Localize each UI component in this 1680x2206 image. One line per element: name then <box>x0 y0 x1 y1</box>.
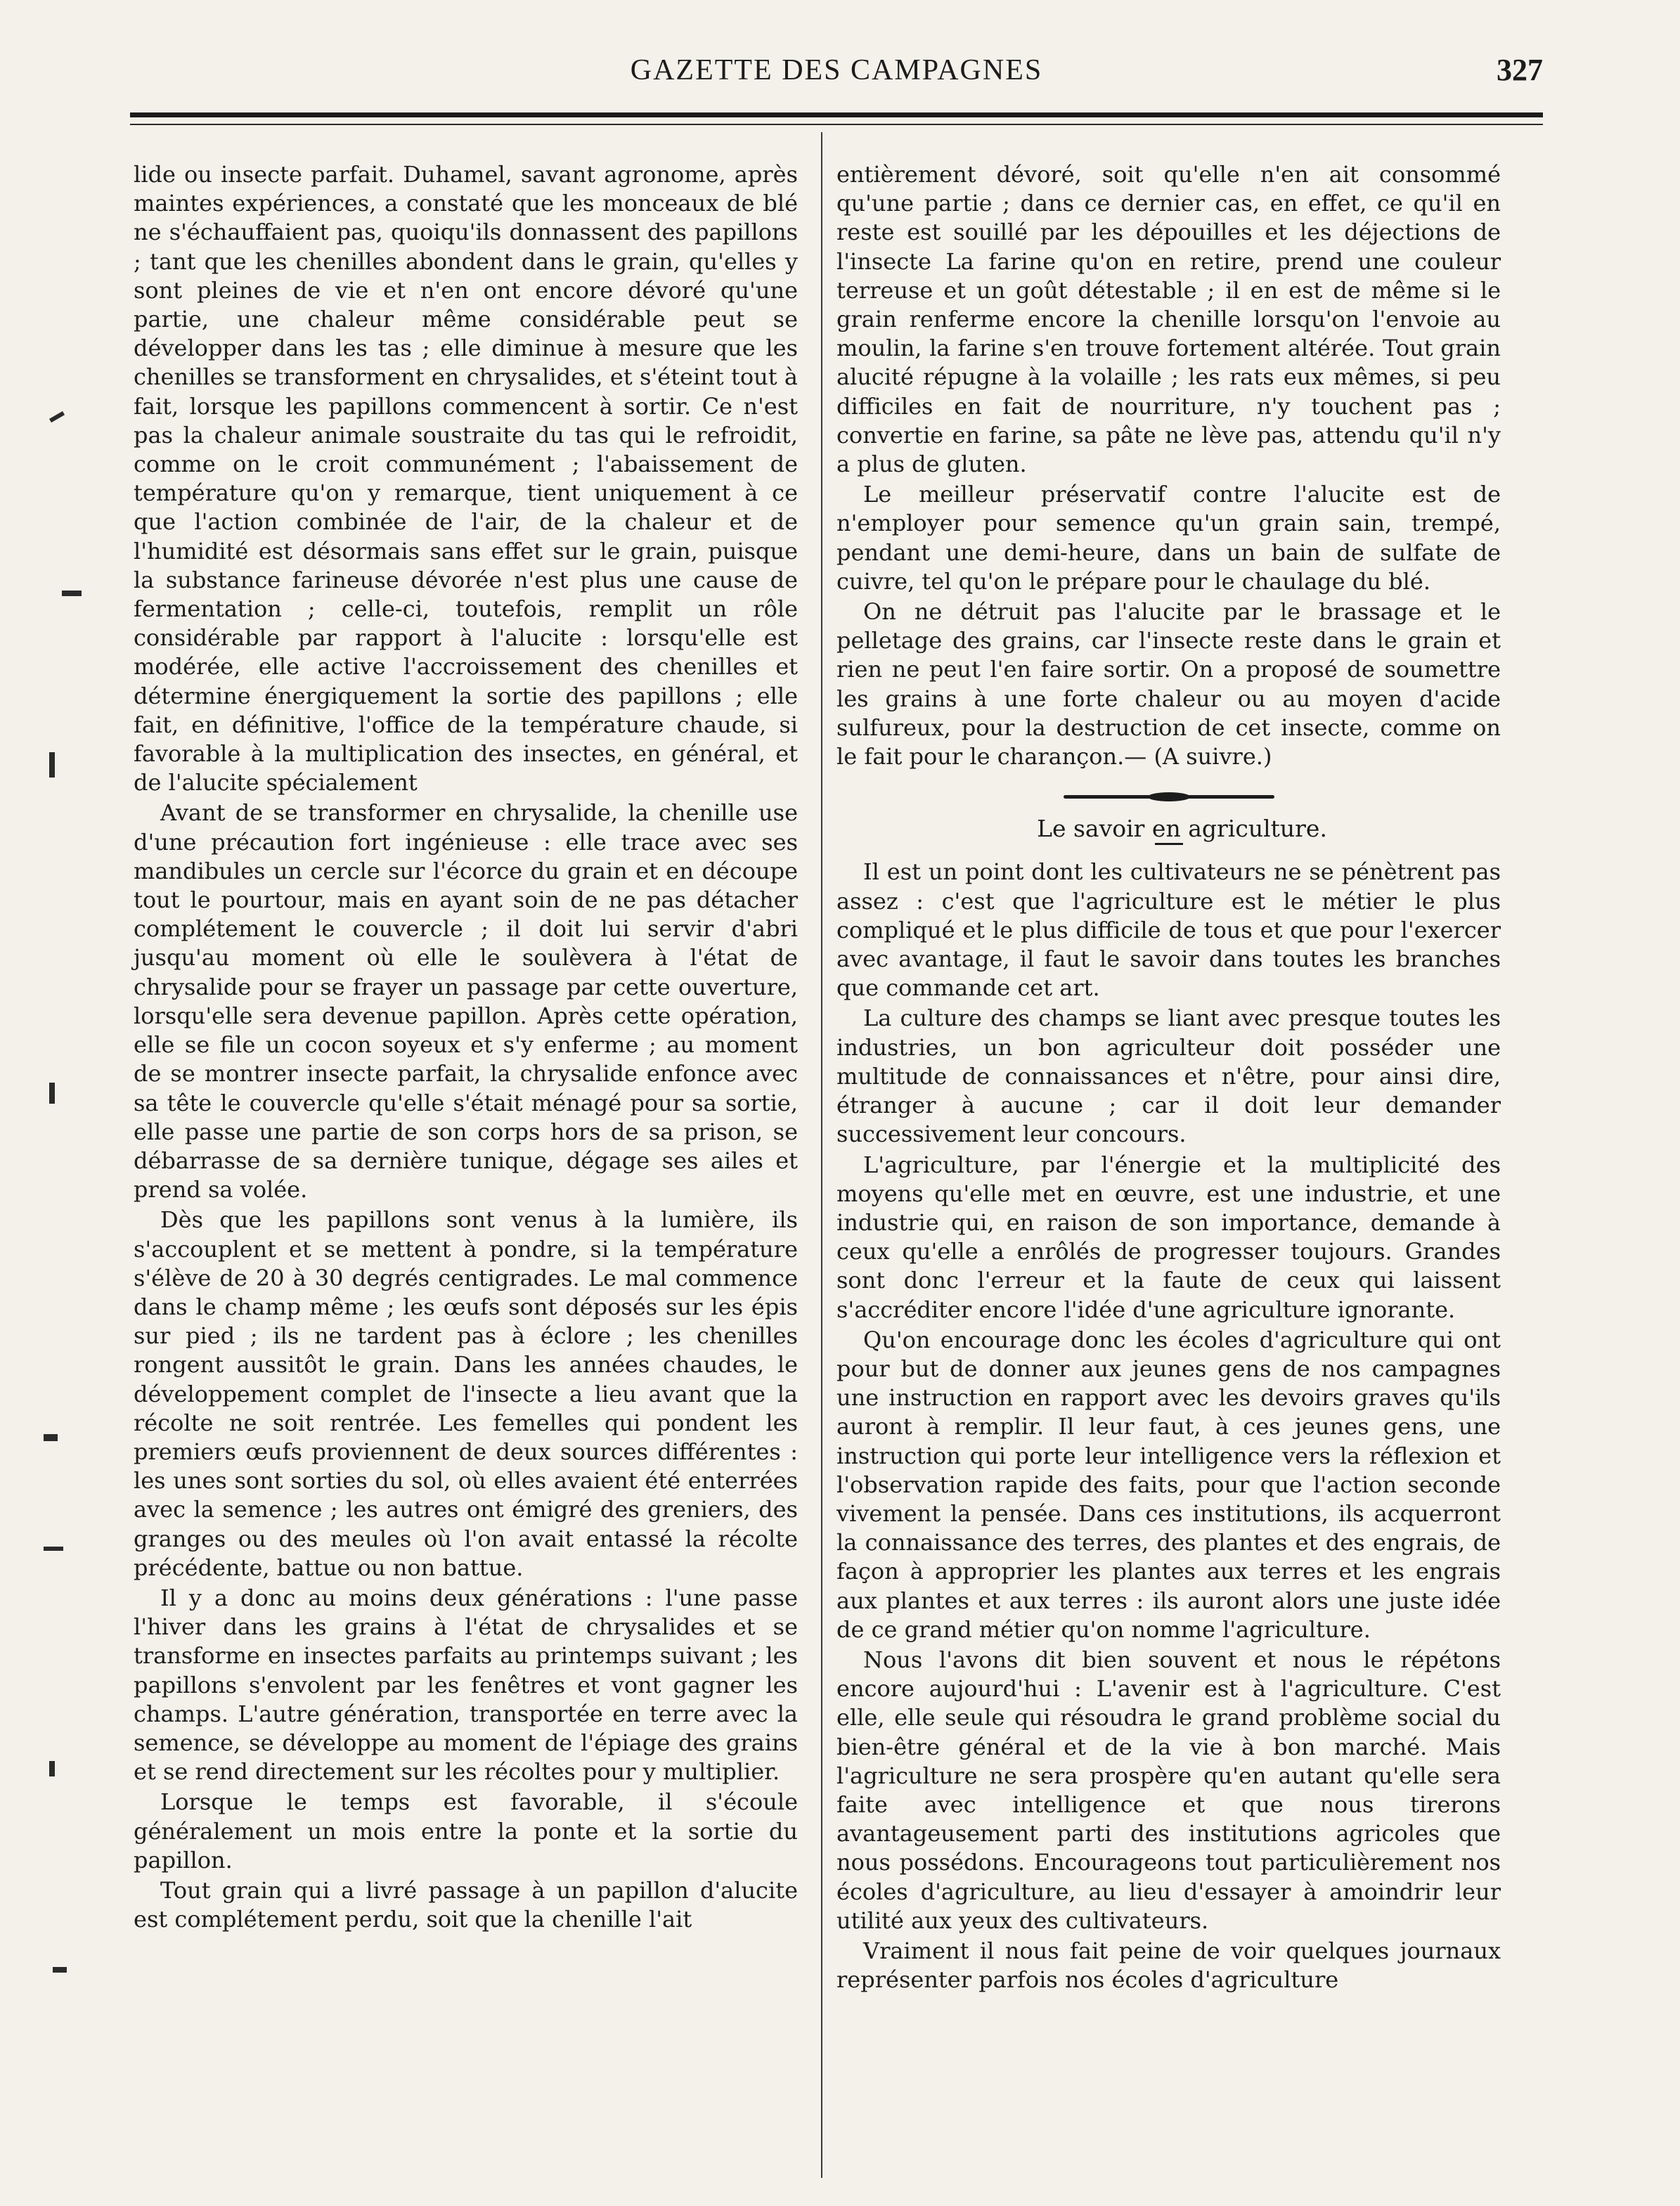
right-column <box>836 160 1501 1994</box>
margin-speck <box>49 752 55 778</box>
paragraph: L'agriculture, par l'énergie et la multiplicité des moyens qu'elle met en œuvre, est une industrie, et une industrie qui, en raison de son importance, demande à ceux qu'elle a enrôlés de progresser toujours. Grandes sont donc l'erreur et la faute de ceux qui laissent s'accréditer encore l'idée d'une agriculture ignorante. <box>836 1151 1501 1323</box>
section-separator-ornament <box>1064 795 1274 799</box>
paragraph: On ne détruit pas l'alucite par le brassage et le pelletage des grains, car l'insecte reste dans le grain et rien ne peut l'en faire sortir. On a proposé de soumettre les grains à une forte chaleur ou au moyen d'acide sulfureux, pour la destruction de cet insecte, comme on le fait pour le charançon.— (A suivre.) <box>836 598 1501 770</box>
left-column <box>134 160 798 1934</box>
margin-speck <box>44 1434 58 1441</box>
paragraph: Dès que les papillons sont venus à la lumière, ils s'accouplent et se mettent à pondre, si la température s'élève de 20 à 30 degrés centigrades. Le mal commence dans le champ même ; les œufs sont déposés sur les épis sur pied ; ils ne tardent pas à éclore ; les chenilles rongent aussitôt le grain. Dans les années chaudes, le développement complet de l'insecte a lieu avant que la récolte ne soit rentrée. Les femelles qui pondent les premiers œufs proviennent de deux sources différentes : les unes sont sorties du sol, où elles avaient été enterrées avec la semence ; les autres ont émigré des greniers, des granges ou des meules où l'on avait entassé la récolte précédente, battue ou non battue. <box>134 1206 798 1581</box>
page-header <box>130 49 1543 98</box>
paragraph: La culture des champs se liant avec presque toutes les industries, un bon agriculteur doit posséder une multitude de connaissances et n'être, pour ainsi dire, étranger à aucune ; car il doit leur demander successivement leur concours. <box>836 1005 1501 1148</box>
paragraph: Il y a donc au moins deux générations : l'une passe l'hiver dans les grains à l'état de chrysalides et se transforme en insectes parfaits au printemps suivant ; les papillons s'envolent par les fenêtres et vont gagner les champs. L'autre génération, transportée en terre avec la semence, se développe au moment de l'épiage des grains et se rend directement sur les récoltes pour y multiplier. <box>134 1584 798 1786</box>
margin-speck <box>44 1547 63 1551</box>
margin-speck <box>53 1967 67 1973</box>
margin-speck <box>49 1083 55 1104</box>
paragraph: Il est un point dont les cultivateurs ne se pénètrent pas assez : c'est que l'agriculture est le métier le plus compliqué et le plus difficile de tous et que pour l'exercer avec avantage, il faut le savoir dans toutes les branches que commande cet art. <box>836 858 1501 1002</box>
paragraph: Qu'on encourage donc les écoles d'agriculture qui ont pour but de donner aux jeunes gens de nos campagnes une instruction en rapport avec les devoirs graves qu'ils auront à remplir. Il leur faut, à ces jeunes gens, une instruction qui porte leur intelligence vers la réflexion et l'observation rapide des faits, pour que l'action seconde vivement la pensée. Dans ces institutions, ils acquerront la connaissance des terres, des plantes et des engrais, de façon à approprier les plantes aux terres et les engrais aux plantes et aux terres : ils auront alors une juste idée de ce grand métier qu'on nomme l'agriculture. <box>836 1326 1501 1643</box>
section-title-underline <box>1155 843 1183 845</box>
section-title: Le savoir en agriculture. <box>1037 815 1327 843</box>
running-title: GAZETTE DES CAMPAGNES <box>630 54 1043 86</box>
paragraph: Nous l'avons dit bien souvent et nous le répétons encore aujourd'hui : L'avenir est à l'agriculture. C'est elle, elle seule qui résoudra le grand problème social du bien-être général et de la vie à bon marché. Mais l'agriculture ne sera prospère qu'en autant qu'elle sera faite avec intelligence et que nous tirerons avantageusement parti des institutions agricoles que nous possédons. Encourageons tout particulièrement nos écoles d'agriculture, au lieu d'essayer à amoindrir leur utilité aux yeux des cultivateurs. <box>836 1646 1501 1934</box>
paragraph: lide ou insecte parfait. Duhamel, savant agronome, après maintes expériences, a constaté que les monceaux de blé ne s'échauffaient pas, quoiqu'ils donnassent des papillons ; tant que les chenilles abondent dans le grain, qu'elles y sont pleines de vie et n'en ont encore dévoré qu'une partie, une chaleur même considérable peut se développer dans les tas ; elle diminue à mesure que les chenilles se transforment en chrysalides, et s'éteint tout à fait, lorsque les papillons commencent à sortir. Ce n'est pas la chaleur animale soustraite du tas qui le refroidit, comme on le croit communément ; l'abaissement de température qu'on y remarque, tient uniquement à ce que l'action combinée de l'air, de la chaleur et de l'humidité est désormais sans effet sur le grain, puisque la substance farineuse dévorée n'est plus une cause de fermentation ; celle-ci, toutefois, remplit un rôle considérable par rapport à l'alucite : lorsqu'elle est modérée, elle active l'accroissement des chenilles et détermine énergiquement la sortie des papillons ; elle fait, en définitive, l'office de la température chaude, si favorable à la multiplication des insectes, en général, et de l'alucite spécialement <box>134 161 798 796</box>
margin-speck <box>49 411 65 423</box>
margin-speck <box>49 1761 55 1776</box>
header-rule-thick <box>130 112 1543 117</box>
paragraph: entièrement dévoré, soit qu'elle n'en ait consommé qu'une partie ; dans ce dernier cas, en effet, ce qu'il en reste est souillé par les dépouilles et les déjections de l'insecte La farine qu'on en retire, prend une couleur terreuse et un goût détestable ; il en est de même si le grain renferme encore la chenille lorsqu'on l'envoie au moulin, la farine s'en trouve fortement altérée. Tout grain alucité répugne à la volaille ; les rats eux mêmes, si peu difficiles en fait de nourriture, n'y touchent pas ; convertie en farine, sa pâte ne lève pas, attendu qu'il n'y a plus de gluten. <box>836 161 1501 478</box>
header-rule-thin <box>130 124 1543 125</box>
paragraph: Tout grain qui a livré passage à un papillon d'alucite est complétement perdu, soit que la chenille l'ait <box>134 1876 798 1933</box>
page-number: 327 <box>1497 53 1543 87</box>
paragraph: Le meilleur préservatif contre l'alucite est de n'employer pour semence qu'un grain sain, trempé, pendant une demi-heure, dans un bain de sulfate de cuivre, tel qu'on le prépare pour le chaulage du blé. <box>836 481 1501 595</box>
column-divider <box>821 132 822 2178</box>
paragraph: Lorsque le temps est favorable, il s'écoule généralement un mois entre la ponte et la sortie du papillon. <box>134 1788 798 1873</box>
paragraph: Avant de se transformer en chrysalide, la chenille use d'une précaution fort ingénieuse : elle trace avec ses mandibules un cercle sur l'écorce du grain et en découpe tout le pourtour, mais en ayant soin de ne pas détacher complétement le couvercle ; il doit lui servir d'abri jusqu'au moment où elle le soulèvera à l'état de chrysalide pour se frayer un passage par cette ouverture, lorsqu'elle sera devenue papillon. Après cette opération, elle se file un cocon soyeux et s'y enferme ; au moment de se montrer insecte parfait, la chrysalide enfonce avec sa tête le couvercle qu'elle s'était ménagé pour sa sortie, elle passe une partie de son corps hors de sa prison, se débarrasse de sa dernière tunique, dégage ses ailes et prend sa volée. <box>134 799 798 1204</box>
margin-speck <box>62 591 82 596</box>
paragraph: Vraiment il nous fait peine de voir quelques journaux représenter parfois nos écoles d'agriculture <box>836 1937 1501 1994</box>
